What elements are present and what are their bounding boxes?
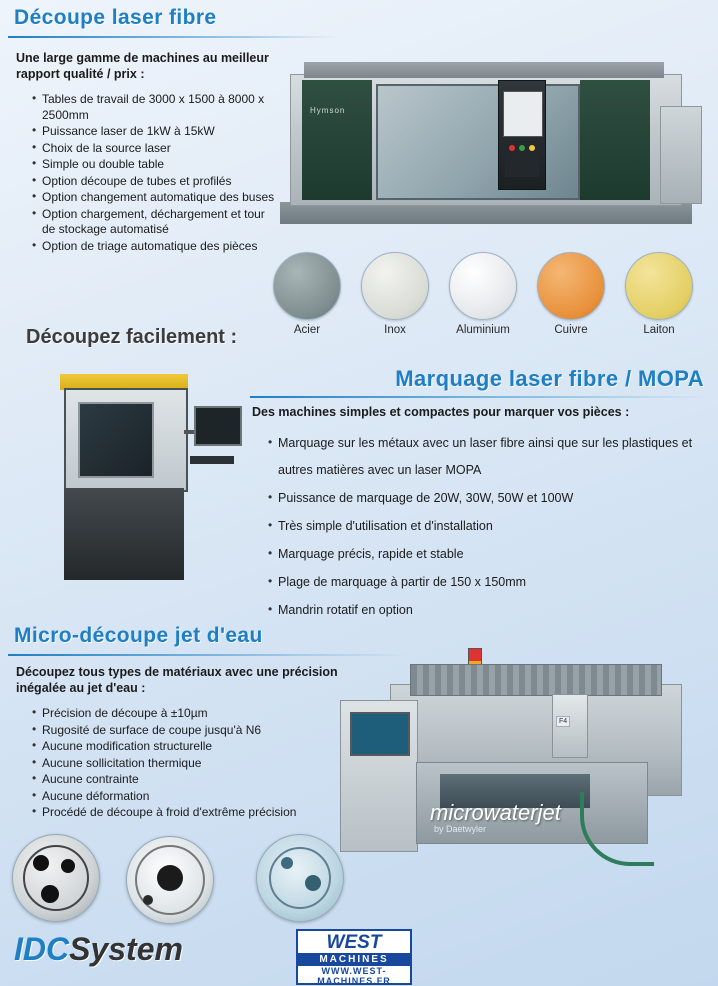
laser-title-divider [8,36,338,38]
list-item: • Aucune contrainte [32,772,356,788]
list-item: • Option changement automatique des buses [32,190,276,206]
list-item: • Procédé de découpe à froid d'extrême précision [32,805,356,821]
list-item: • Précision de découpe à ±10µm [32,706,356,722]
sample-hole [281,857,293,869]
material-label: Aluminium [456,324,510,336]
material-swatch-cuivre [536,252,606,336]
list-item: • Simple ou double table [32,157,276,173]
sample-part-1 [12,834,100,922]
material-swatch-laiton [624,252,694,336]
waterjet-machine-image [330,642,710,882]
west-logo-line3: WWW.WEST-MACHINES.FR [317,966,391,986]
material-disc [449,252,517,320]
list-item: • Puissance laser de 1kW à 15kW [32,124,276,140]
waterjet-hose [580,792,654,866]
machine-control-panel [498,80,546,190]
sample-ring [23,845,89,911]
waterjet-brand-sub: by Daetwyler [434,824,487,834]
list-item: • Puissance de marquage de 20W, 30W, 50W et 100W [268,485,702,512]
material-swatch-row [272,252,712,348]
waterjet-brand-label: microwaterjet [430,800,561,825]
material-label: Inox [384,324,406,336]
sample-part-3 [256,834,344,922]
company-logo-suffix: System [69,931,183,967]
list-item: • Option découpe de tubes et profilés [32,174,276,190]
marking-machine-window [78,402,154,478]
waterjet-screen [350,712,410,756]
list-item: • Choix de la source laser [32,141,276,157]
marking-bullets-wrap [252,426,702,625]
laser-subtitle: Découpez facilement : [26,326,238,348]
sample-hole [33,855,49,871]
west-logo-line1: WEST [326,932,382,953]
waterjet-gantry [410,664,662,696]
machine-brand-label: Hymson [310,106,346,115]
footer [0,925,718,986]
section-laser-cutting [0,0,718,352]
section-laser-marking [0,360,718,620]
laser-section-title-wrap [14,6,344,30]
material-swatch-acier [272,252,342,336]
machine-indicator-green [519,145,525,151]
marking-monitor [194,406,242,446]
laser-section-title: Découpe laser fibre [14,6,217,29]
marking-section-title: Marquage laser fibre / MOPA [395,366,704,391]
material-disc [537,252,605,320]
list-item: • Tables de travail de 3000 x 1500 à 8000 x 2500mm [32,92,276,123]
marking-bullet-list [252,430,702,624]
list-item: • Plage de marquage à partir de 150 x 150mm [268,569,702,596]
material-disc [361,252,429,320]
waterjet-intro-text: Découpez tous types de matériaux avec une précision inégalée au jet d'eau : [16,665,338,695]
material-label: Cuivre [554,324,588,336]
marking-title-divider [250,396,708,398]
list-item: • Aucune sollicitation thermique [32,756,356,772]
sample-hole [41,885,59,903]
machine-rail [660,106,702,204]
material-swatch-inox [360,252,430,336]
laser-intro-text: Une large gamme de machines au meilleur rapport qualité / prix : [16,51,269,81]
west-machines-logo [296,929,412,985]
list-item: • Rugosité de surface de coupe jusqu'à N6 [32,723,356,739]
sample-hole [61,859,75,873]
material-label: Laiton [643,324,675,336]
material-disc [625,252,693,320]
company-logo [14,931,183,968]
list-item: • Option de triage automatique des pièces [32,239,276,255]
sample-hole [143,895,153,905]
machine-right-enclosure [580,80,650,200]
list-item: • Option chargement, déchargement et tour de stockage automatisé [32,207,276,238]
laser-bullets-wrap [16,88,276,255]
list-item: • Mandrin rotatif en option [268,597,702,624]
company-logo-prefix: IDC [14,931,70,967]
machine-top-cover [304,62,664,78]
list-item: • Marquage sur les métaux avec un laser fibre ainsi que sur les plastiques et autres matières avec un laser MOPA [268,430,702,484]
machine-viewing-window [376,84,580,200]
waterjet-bullet-list [16,706,356,821]
marking-machine-base [64,488,184,580]
waterjet-head-label: F4 [556,716,570,727]
material-disc [273,252,341,320]
list-item: • Très simple d'utilisation et d'installation [268,513,702,540]
marking-machine-image [40,370,240,590]
list-item: • Aucune déformation [32,789,356,805]
marking-keyboard [190,456,234,464]
laser-bullet-list [16,92,276,254]
west-logo-line2: MACHINES [298,953,410,966]
material-swatch-aluminium [448,252,518,336]
waterjet-bullets-wrap [16,702,356,822]
marking-machine-cabinet [64,388,188,492]
list-item: • Aucune modification structurelle [32,739,356,755]
sample-parts-row [8,832,358,924]
sample-ring [269,847,331,909]
sample-hole [305,875,321,891]
marking-intro-text: Des machines simples et compactes pour marquer vos pièces : [252,405,630,419]
list-item: • Marquage précis, rapide et stable [268,541,702,568]
machine-button-pad [505,141,539,177]
machine-screen [503,91,543,137]
machine-left-enclosure [302,80,372,200]
waterjet-section-title: Micro-découpe jet d'eau [14,624,263,647]
sample-part-2 [126,836,214,924]
sample-hole [157,865,183,891]
machine-indicator-red [509,145,515,151]
material-label: Acier [293,324,321,336]
machine-indicator-amber [529,145,535,151]
laser-machine-image [280,40,705,230]
section-waterjet [0,620,718,930]
